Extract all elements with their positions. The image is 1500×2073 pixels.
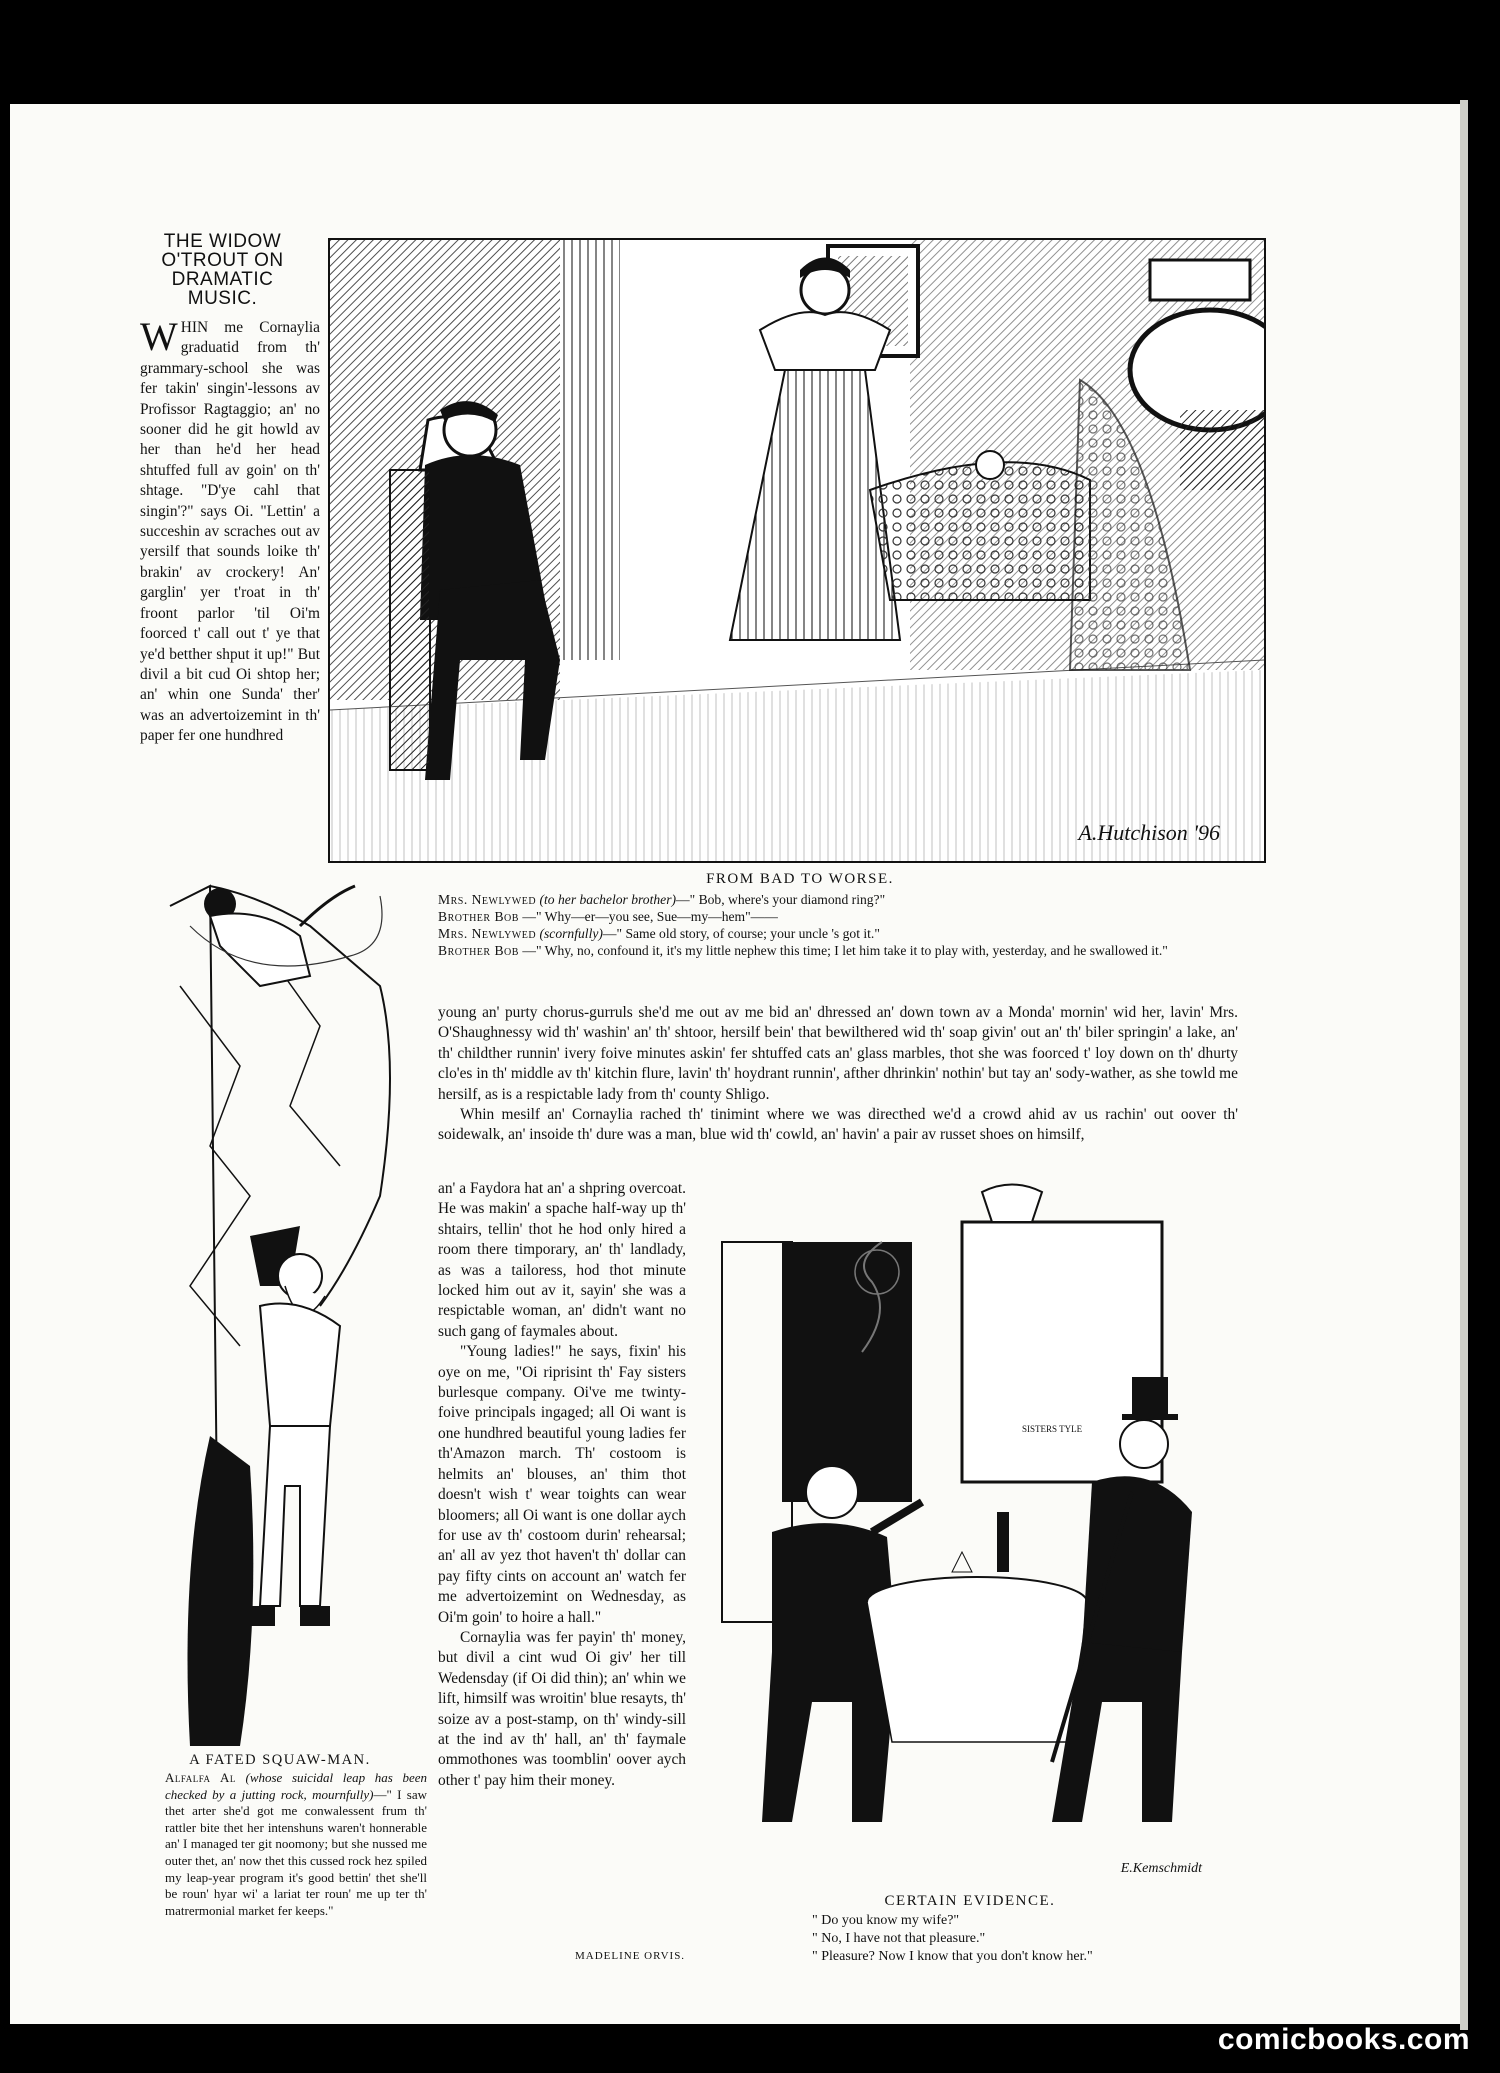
article-paragraph: an' a Faydora hat an' a shpring overcoat. He was makin' a spache half-way up th' shtairs, tellin' thot he hod only hired a room there timporary, an' th' landlady, as was a tailoress, hod thot minute locked him out av it, sayin' she was a respictable woman, an' didn't want no such gang of faymales about. bbox=[438, 1180, 686, 1340]
article-column-narrow bbox=[438, 1179, 686, 1791]
cartoon-from-bad-to-worse bbox=[328, 238, 1266, 863]
illustration-cafe-scene bbox=[712, 1182, 1217, 1882]
illustration-cliff-scene bbox=[150, 866, 410, 1746]
caption-line: " Do you know my wife?" bbox=[812, 1913, 960, 1928]
article-column-1 bbox=[140, 318, 320, 863]
caption-title-left: A FATED SQUAW-MAN. bbox=[189, 1752, 371, 1768]
caption-dialog-bottom bbox=[812, 1912, 1232, 1966]
poster-text: SISTERS TYLE bbox=[1022, 1424, 1083, 1434]
article-wide-block bbox=[438, 1003, 1238, 1146]
artist-signature-top: A.Hutchison '96 bbox=[1078, 820, 1220, 845]
caption-title-bottom: CERTAIN EVIDENCE. bbox=[884, 1893, 1056, 1909]
caption-line: Brother Bob —" Why, no, confound it, it's my little nephew this time; I let him take it to play with, yesterday, and he swallowed it." bbox=[438, 943, 1168, 958]
caption-line: Brother Bob —" Why—er—you see, Sue—my—hem"—— bbox=[438, 909, 778, 924]
article-paragraph: Whin mesilf an' Cornaylia rached th' tinimint where we was directhed we'd a crowd ahid av us rachin' out oover th' soidewalk, an' insoide th' dure was a man, blue wid th' cowld, an' havin' a pair av russet shoes on himsilf, bbox=[438, 1106, 1238, 1144]
cartoon-fated-squaw-man bbox=[150, 866, 410, 1746]
article-paragraph: Cornaylia was fer payin' th' money, but divil a cint wud Oi giv' her till Wedensday (if Oi did thin); an' whin we lift, himsilf was wroitin' blue resayts, th' soize av a post-stamp, on th' windy-sill at the ind av th' hall, an' th' faymale ommothones was toomblin' oover aych other t' pay him their money. bbox=[438, 1628, 686, 1789]
caption-dialog-top bbox=[438, 891, 1238, 959]
caption-title-top: FROM BAD TO WORSE. bbox=[706, 871, 894, 887]
caption-line: " No, I have not that pleasure." bbox=[812, 1931, 986, 1946]
article-paragraph: young an' purty chorus-gurruls she'd me out av me bid an' dhressed an' down town av a Monda' mornin' wid her, lavin' Mrs. O'Shaughnessy wid th' washin' an' th' shtoor, hersilf bein' that bewilthered wid th' soap givin' out an' th' biler springin' a lake, an' th' childther runnin' ivery foive minutes askin' fer shtuffed cats an' glass marbles, thot she was foorced t' loy down on th' dhurty clo'es in th' middle av th' kitchin flure, lavin' th' hoydrant runnin', afther dhrinkin' nothin' but tay an' sody-wather, as she towld me hersilf, as is a respictable lady from th' county Shligo. bbox=[438, 1004, 1238, 1103]
caption-line: " Pleasure? Now I know that you don't know her." bbox=[812, 1949, 1093, 1964]
drop-cap: W bbox=[140, 318, 178, 359]
article-headline: THE WIDOW O'TROUT ON DRAMATIC MUSIC. bbox=[161, 231, 284, 309]
site-watermark: comicbooks.com bbox=[1217, 2023, 1470, 2056]
artist-signature-bottom: E.Kemschmidt bbox=[1120, 1861, 1202, 1876]
illustration-room-scene bbox=[330, 240, 1264, 861]
page-edge bbox=[1460, 100, 1468, 2030]
caption-line: Mrs. Newlywed (to her bachelor brother)—" Bob, where's your diamond ring?" bbox=[438, 892, 886, 907]
article-byline: MADELINE ORVIS. bbox=[575, 1950, 686, 1962]
article-col1-text: HIN me Cornaylia graduatid from th' grammary-school she was fer takin' singin'-lessons av Profissor Ragtaggio; an' no sooner did he git howld av her than he'd her head shtuffed full av goin' on th' shtage. "D'ye cahl that singin'?" says Oi. "Lettin' a succeshin av scraches out av yersilf that sounds loike th' brakin' av crockery! An' garglin' yer t'roat in th' froont parlor 'til Oi'm foorced t' call out t' ye that ye'd betther shput it up!" But divil a bit cud Oi shtop her; an' whin one Sunda' ther' was an advertoizemint in th' paper fer one hundhred bbox=[140, 319, 320, 745]
caption-line: Mrs. Newlywed (scornfully)—" Same old story, of course; your uncle 's got it." bbox=[438, 926, 880, 941]
article-paragraph: "Young ladies!" he says, fixin' his oye on me, "Oi riprisint th' Fay sisters burlesque company. Oi've me twinty-foive principals ingaged; all Oi want is one hundhred beautiful young ladies fer th'Amazon march. Th' costoom is helmits an' blouses, an' thim thot doesn't wish t' wear toights can wear bloomers; all Oi want is one dollar aych for use av th' costoom durin' rehearsal; an' all av yez thot haven't th' dollar can pay fifty cints on account an' watch fer me advertoizemint on Wednesday, as Oi'm goin' to hoire a hall." bbox=[438, 1343, 686, 1626]
cartoon-certain-evidence bbox=[712, 1182, 1217, 1882]
caption-dialog-left: Alfalfa Al (whose suicidal leap has been checked by a jutting rock, mournfully)—" I saw thet arter she'd got me conwalessent frum th' rattler bite thet her intenshuns waren't honnerable an' I managed ter git noomony; but she nussed me outer thet, an' now thet this cussed rock hez spiled my leap-year program it's good bettin' thet she'll be roun' hyar wi' a lariat ter roun' me up ter th' matrermonial market fer keeps." bbox=[165, 1770, 427, 1918]
